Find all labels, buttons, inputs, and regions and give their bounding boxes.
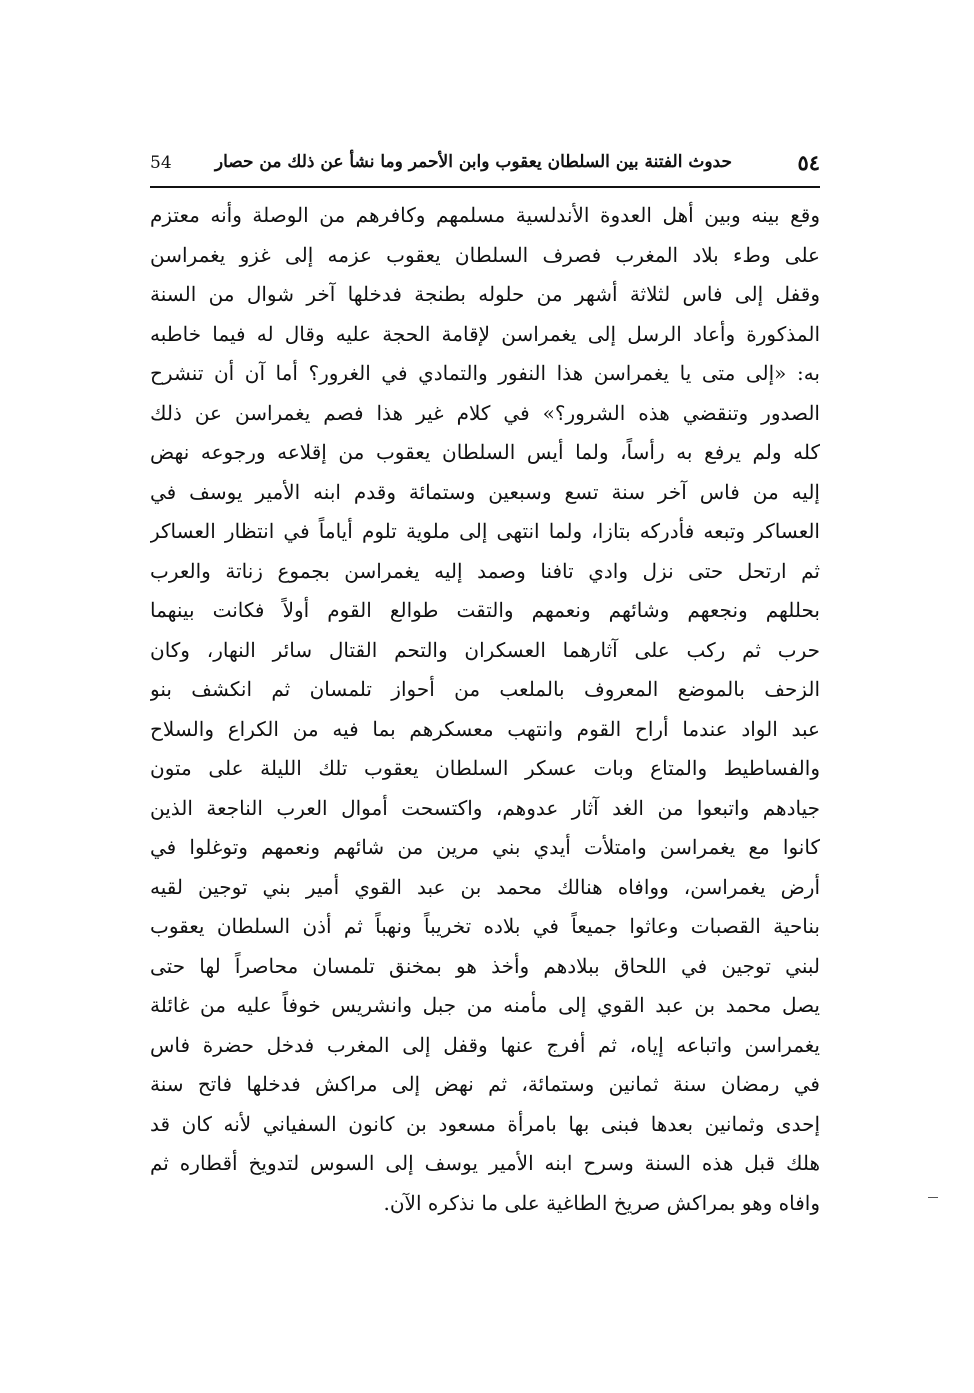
text-line: على وطء بلاد المغرب فصرف السلطان يعقوب عزمه إلى غزو يغمراسن xyxy=(150,242,820,267)
text-line: كله ولم يرفع به رأساً، ولما أيس السلطان يعقوب من إقلاعه ورجوعه نهض xyxy=(150,440,820,464)
running-title: حدوث الفتنة بين السلطان يعقوب وابن الأحمر وما نشأ عن ذلك من حصار xyxy=(214,152,732,172)
text-line: وقع بينه وبين أهل العدوة الأندلسية مسلمهم وكافرهم من الوصلة وأنه معتزم xyxy=(150,203,820,227)
text-line: إحدى وثمانين بعدها فبنى بها بامرأة مسعود بن كانون السفياني لأنه كان قد xyxy=(150,1111,820,1136)
text-line: هلك قبل هذه السنة وسرح ابنه الأمير يوسف إلى السوس لتدويخ أقطاره ثم xyxy=(150,1151,820,1175)
text-line: إليه من فاس آخر سنة تسع وسبعين وستمائة وقدم ابنه الأمير يوسف في xyxy=(150,479,820,504)
text-line: حرب ثم ركب على آثارهما العسكران والتحم القتال سائر النهار، وكان xyxy=(150,637,820,662)
body-text xyxy=(150,196,820,1223)
page-number-arabic: ٥٤ xyxy=(797,150,820,175)
page-number-latin: 54 xyxy=(150,153,172,173)
text-line: ثم ارتحل حتى نزل وادي تافنا وصمد إليه يغمراسن بجموع زناتة والعرب xyxy=(150,558,820,583)
text-line: في رمضان سنة ثمانين وستمائة، ثم نهض إلى مراكش فدخلها فاتح سنة xyxy=(150,1072,820,1096)
text-line: الزحف بالموضع المعروف بالملعب من أحواز تلمسان ثم انكشف بنو xyxy=(150,677,820,701)
text-line: يغمراسن واتباعه إياه، ثم أفرج عنها وقفل إلى المغرب فدخل حضرة فاس xyxy=(150,1032,820,1057)
header-rule xyxy=(150,186,820,188)
margin-mark xyxy=(928,1197,938,1198)
text-line-last: وافاه وهو بمراكش صريخ الطاغية على ما نذكره الآن. xyxy=(383,1190,820,1215)
text-line: لبني توجين في اللحاق ببلادهم وأخذ هو بمخنق تلمسان محاصراً لها حتى xyxy=(150,953,820,978)
text-line: الصدور وتنقضي هذه الشرور؟» في كلام غير هذا فصم يغمراسن عن ذلك xyxy=(150,400,820,425)
text-line: وقفل إلى فاس لثلاثة أشهر من حلوله بطنجة فدخلها آخر شوال من السنة xyxy=(150,282,820,306)
page-header xyxy=(150,148,820,186)
text-line: والفساطيط والمتاع وبات عسكر السلطان يعقوب تلك الليلة على متون xyxy=(150,756,820,780)
text-line: المذكورة وأعاد الرسل إلى يغمراسن لإقامة الحجة عليه وقال له فيما خاطبه xyxy=(150,321,820,346)
text-line: بحللهم ونجعهم وشائهم ونعمهم والتقت طوالع القوم أولاً فكانت بينهما xyxy=(150,598,820,622)
text-line: كانوا مع يغمراسن وامتلأت أيدي بني مرين من شائهم ونعمهم وتوغلوا في xyxy=(150,835,820,859)
text-line: يصل محمد بن عبد القوي إلى مأمنه من جبل وانشريس خوفاً عليه من غائلة xyxy=(150,993,820,1017)
text-line: به: «إلى متى يا يغمراسن هذا النفور والتمادي في الغرور؟ أما آن أن تنشرح xyxy=(150,361,820,385)
text-line: العساكر وتبعه فأدركه بتازا، ولما انتهى إلى ملوية تلوم أياماً في انتظار العساكر xyxy=(150,519,820,543)
text-line: عبد الواد عندما أراح القوم وانتهب معسكرهم بما فيه من الكراع والسلاح xyxy=(150,716,820,741)
text-line: أرض يغمراسن، ووافاه هنالك محمد بن عبد القوي أمير بني توجين لقيه xyxy=(150,874,820,899)
text-line: جيادهم واتبعوا من الغد آثار عدوهم، واكتسحت أموال العرب الناجعة الذين xyxy=(150,795,820,820)
text-line: بناحية القصبات وعاثوا جميعاً في بلاده تخريباً ونهباً ثم أذن السلطان يعقوب xyxy=(150,914,820,938)
